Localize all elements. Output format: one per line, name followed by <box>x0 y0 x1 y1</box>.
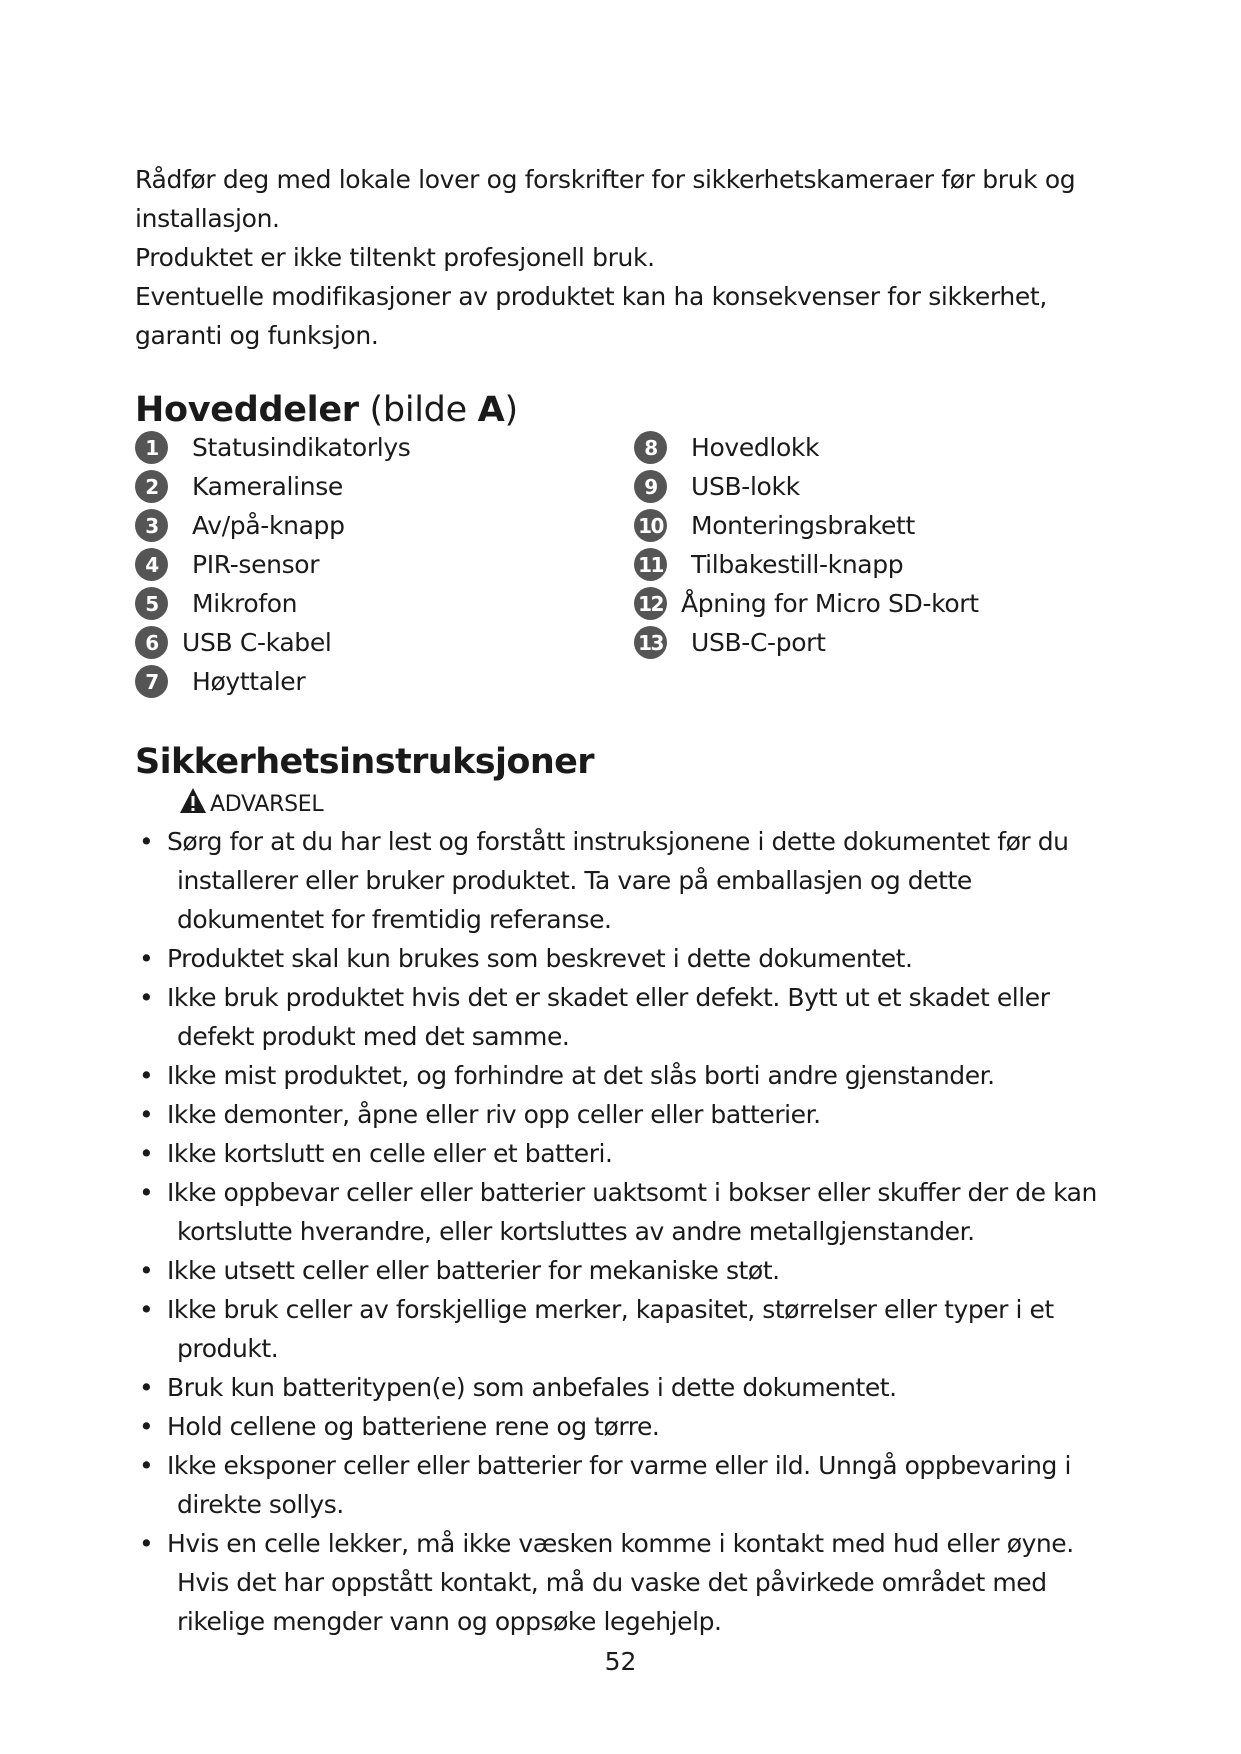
bullet-marker: • <box>139 1256 154 1285</box>
bullet-marker: • <box>139 1412 154 1441</box>
safety-bullet-list <box>135 822 1105 1641</box>
bullet-line: Hvis en celle lekker, må ikke væsken komme i kontakt med hud eller øyne. <box>167 1529 1074 1558</box>
list-item <box>135 1134 1105 1173</box>
list-item <box>135 1251 1105 1290</box>
part-item <box>634 428 1114 467</box>
bullet-line: defekt produkt med det samme. <box>177 1022 570 1051</box>
part-label: Av/på-knapp <box>192 511 345 540</box>
part-number-badge: 1 <box>135 431 168 464</box>
part-item <box>634 584 1114 623</box>
part-item <box>634 545 1114 584</box>
part-number-badge: 12 <box>634 587 667 620</box>
bullet-line: Ikke utsett celler eller batterier for mekaniske støt. <box>167 1256 780 1285</box>
bullet-line: direkte sollys. <box>177 1490 344 1519</box>
list-item <box>135 1290 1105 1368</box>
part-item <box>135 545 615 584</box>
part-number-badge: 10 <box>634 509 667 542</box>
part-label: USB-lokk <box>691 472 800 501</box>
intro-line: Eventuelle modifikasjoner av produktet kan ha konsekvenser for sikkerhet, <box>135 282 1047 311</box>
bullet-line: Ikke eksponer celler eller batterier for varme eller ild. Unngå oppbevaring i <box>167 1451 1071 1480</box>
part-label: Tilbakestill-knapp <box>691 550 904 579</box>
part-number-badge: 11 <box>634 548 667 581</box>
part-item <box>135 584 615 623</box>
bullet-line: Ikke bruk produktet hvis det er skadet eller defekt. Bytt ut et skadet eller <box>167 983 1050 1012</box>
bullet-line: produkt. <box>177 1334 279 1363</box>
part-number-badge: 9 <box>634 470 667 503</box>
parts-list-right <box>634 428 1114 662</box>
warning-label: ADVARSEL <box>210 791 324 817</box>
parts-heading-rest: (bilde <box>358 390 478 430</box>
page-number: 52 <box>604 1647 637 1676</box>
parts-heading <box>135 388 518 432</box>
list-item <box>135 1524 1105 1641</box>
bullet-line: Hold cellene og batteriene rene og tørre. <box>167 1412 660 1441</box>
part-label: USB C-kabel <box>182 628 332 657</box>
part-label: Statusindikatorlys <box>192 433 411 462</box>
parts-heading-close: ) <box>504 390 518 430</box>
bullet-line: kortslutte hverandre, eller kortsluttes av andre metallgjenstander. <box>177 1217 975 1246</box>
intro-line: Rådfør deg med lokale lover og forskrifter for sikkerhetskameraer før bruk og <box>135 165 1076 194</box>
part-label: Monteringsbrakett <box>691 511 915 540</box>
parts-heading-bold: Hoveddeler <box>135 390 359 430</box>
bullet-line: Ikke oppbevar celler eller batterier uaktsomt i bokser eller skuffer der de kan <box>167 1178 1097 1207</box>
bullet-marker: • <box>139 1100 154 1129</box>
bullet-line: Ikke demonter, åpne eller riv opp celler eller batterier. <box>167 1100 821 1129</box>
bullet-marker: • <box>139 1529 154 1558</box>
part-item <box>135 506 615 545</box>
part-label: Hovedlokk <box>691 433 820 462</box>
list-item <box>135 1446 1105 1524</box>
bullet-line: installerer eller bruker produktet. Ta vare på emballasjen og dette <box>177 866 972 895</box>
intro-line: garanti og funksjon. <box>135 321 379 350</box>
part-number-badge: 13 <box>634 626 667 659</box>
part-label: Kameralinse <box>192 472 343 501</box>
part-item <box>135 428 615 467</box>
bullet-line: Produktet skal kun brukes som beskrevet i dette dokumentet. <box>167 944 913 973</box>
safety-heading: Sikkerhetsinstruksjoner <box>135 742 594 782</box>
bullet-line: rikelige mengder vann og oppsøke legehjelp. <box>177 1607 722 1636</box>
bullet-marker: • <box>139 1178 154 1207</box>
part-label: Høyttaler <box>192 667 306 696</box>
bullet-marker: • <box>139 983 154 1012</box>
bullet-marker: • <box>139 1295 154 1324</box>
bullet-line: Sørg for at du har lest og forstått instruksjonene i dette dokumentet før du <box>167 827 1069 856</box>
bullet-marker: • <box>139 1139 154 1168</box>
part-number-badge: 3 <box>135 509 168 542</box>
part-item <box>135 662 615 701</box>
part-number-badge: 5 <box>135 587 168 620</box>
list-item <box>135 978 1105 1056</box>
bullet-marker: • <box>139 1451 154 1480</box>
bullet-line: Bruk kun batteritypen(e) som anbefales i dette dokumentet. <box>167 1373 897 1402</box>
part-number-badge: 2 <box>135 470 168 503</box>
list-item <box>135 1368 1105 1407</box>
warning-label-row <box>178 786 323 822</box>
intro-line: Produktet er ikke tiltenkt profesjonell bruk. <box>135 243 655 272</box>
warning-triangle-icon <box>178 786 208 822</box>
bullet-line: Ikke kortslutt en celle eller et batteri. <box>167 1139 613 1168</box>
bullet-marker: • <box>139 827 154 856</box>
list-item <box>135 1095 1105 1134</box>
parts-list-left <box>135 428 615 701</box>
bullet-marker: • <box>139 1061 154 1090</box>
part-label: Åpning for Micro SD-kort <box>681 589 979 618</box>
list-item <box>135 1173 1105 1251</box>
part-item <box>135 467 615 506</box>
part-item <box>135 623 615 662</box>
part-item <box>634 506 1114 545</box>
part-item <box>634 623 1114 662</box>
part-label: Mikrofon <box>192 589 298 618</box>
part-item <box>634 467 1114 506</box>
bullet-line: dokumentet for fremtidig referanse. <box>177 905 612 934</box>
part-number-badge: 6 <box>135 626 168 659</box>
bullet-line: Ikke bruk celler av forskjellige merker, kapasitet, størrelser eller typer i et <box>167 1295 1054 1324</box>
intro-line: installasjon. <box>135 204 280 233</box>
part-number-badge: 7 <box>135 665 168 698</box>
bullet-line: Hvis det har oppstått kontakt, må du vaske det påvirkede området med <box>177 1568 1047 1597</box>
list-item <box>135 1056 1105 1095</box>
bullet-marker: • <box>139 1373 154 1402</box>
part-label: USB-C-port <box>691 628 826 657</box>
list-item <box>135 939 1105 978</box>
bullet-line: Ikke mist produktet, og forhindre at det slås borti andre gjenstander. <box>167 1061 995 1090</box>
list-item <box>135 822 1105 939</box>
part-label: PIR-sensor <box>192 550 320 579</box>
list-item <box>135 1407 1105 1446</box>
intro-text <box>135 160 1095 355</box>
part-number-badge: 8 <box>634 431 667 464</box>
bullet-marker: • <box>139 944 154 973</box>
parts-heading-letter: A <box>477 390 505 430</box>
part-number-badge: 4 <box>135 548 168 581</box>
